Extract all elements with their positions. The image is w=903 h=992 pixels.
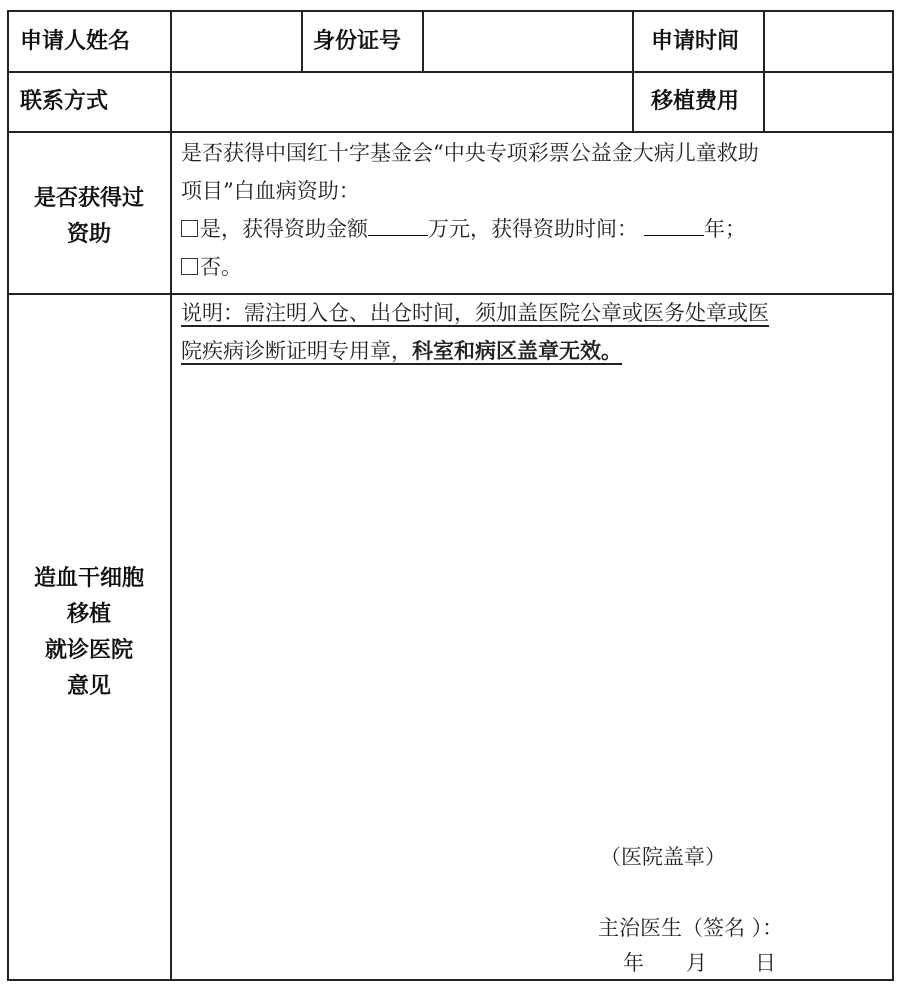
yes-prefix-text: 是，获得资助金额 xyxy=(200,217,368,241)
funding-label xyxy=(8,180,170,252)
note-bold-warning: 科室和病区盖章无效。 xyxy=(412,338,622,363)
funding-label-line2: 资助 xyxy=(66,221,111,247)
note-line2 xyxy=(181,332,769,370)
amount-blank[interactable] xyxy=(368,215,428,236)
hospital-opinion-label xyxy=(8,560,170,704)
no-checkbox[interactable] xyxy=(181,258,198,275)
no-text: 否。 xyxy=(200,255,242,279)
transplant-fee-label: 移植费用 xyxy=(651,88,740,114)
table-border-right xyxy=(892,10,894,981)
column-divider-3 xyxy=(422,10,424,72)
id-number-label: 身份证号 xyxy=(313,28,402,54)
yes-unit-text: 万元，获得资助时间： xyxy=(428,217,638,241)
note-line1: 说明：需注明入仓、出仓时间，须加盖医院公章或医务处章或医 xyxy=(181,301,769,325)
table-border-left xyxy=(7,10,9,981)
hospital-note xyxy=(181,294,769,370)
column-divider-2 xyxy=(301,10,303,72)
date-year: 年 xyxy=(623,951,644,975)
note-part2: 院疾病诊断证明专用章， xyxy=(181,339,412,363)
column-divider-4 xyxy=(632,10,634,132)
funding-label-line1: 是否获得过 xyxy=(33,185,144,211)
hospital-label-line4: 意见 xyxy=(66,673,111,699)
column-divider-1 xyxy=(170,10,172,981)
hospital-label-line3: 就诊医院 xyxy=(44,637,133,663)
column-divider-5 xyxy=(763,10,765,132)
row-divider-2 xyxy=(7,131,894,133)
row-divider-1 xyxy=(7,71,894,73)
funding-question-line2: 项目”白血病资助： xyxy=(181,179,360,203)
date-month: 月 xyxy=(686,951,707,975)
date-day: 日 xyxy=(755,951,776,975)
yes-checkbox[interactable] xyxy=(181,220,198,237)
year-blank[interactable] xyxy=(644,215,704,236)
attending-doctor-signature: 主治医生（签名 ）： xyxy=(598,916,784,940)
yes-year-text: 年； xyxy=(704,217,746,241)
application-time-label: 申请时间 xyxy=(651,28,740,54)
funding-yes-option xyxy=(181,210,759,248)
hospital-seal-text: （医院盖章） xyxy=(600,845,726,869)
hospital-label-line2: 移植 xyxy=(66,601,111,627)
funding-no-option xyxy=(181,248,759,286)
funding-question-line1: 是否获得中国红十字基金会“中央专项彩票公益金大病儿童救助 xyxy=(181,141,759,165)
table-border-top xyxy=(7,10,894,12)
applicant-name-label: 申请人姓名 xyxy=(20,28,131,54)
contact-label: 联系方式 xyxy=(20,88,109,114)
hospital-label-line1: 造血干细胞 xyxy=(33,565,144,591)
signature-date xyxy=(623,944,776,982)
funding-question xyxy=(181,134,759,286)
